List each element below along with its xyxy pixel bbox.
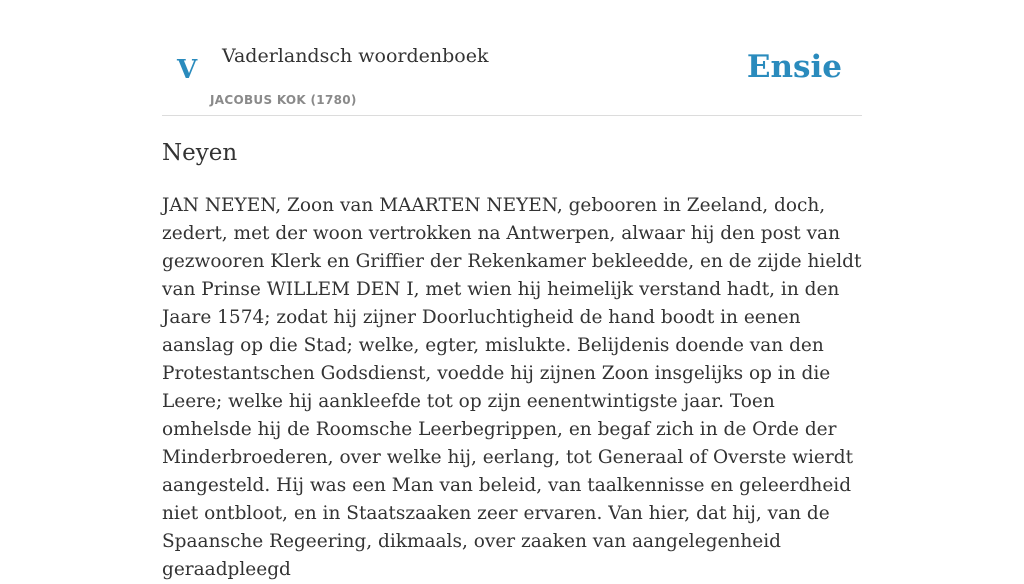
ensie-logo-link[interactable]: Ensie [746,49,842,85]
page-container [162,0,862,580]
entry-body-text: JAN NEYEN, Zoon van MAARTEN NEYEN, gebooren in Zeeland, doch, zedert, met der woon vertrokken na Antwerpen, alwaar hij den post van gezwooren Klerk en Griffier der Rekenkamer bekleedde, en de zijde hieldt van Prinse WILLEM DEN I, met wien hij heimelijk verstand hadt, in den Jaare 1574; zodat hij zijner Doorluchtigheid de hand boodt in eenen aanslag op die Stad; welke, egter, mislukte. Belijdenis doende van den Protestantschen Godsdienst, voedde hij zijnen Zoon insgelijks op in die Leere; welke hij aankleefde tot op zijn eenentwintigste jaar. Toen omhelsde hij de Roomsche Leerbegrippen, en begaf zich in de Orde der Minderbroederen, over welke hij, eerlang, tot Generaal of Overste wierdt aangesteld. Hij was een Man van beleid, van taalkennisse en geleerdheid niet ontbloot, en in Staatszaaken zeer ervaren. Van hier, dat hij, van de Spaansche Regeering, dikmaals, over zaaken van aangelegenheid geraadpleegd [162,195,862,580]
book-author: JACOBUS KOK (1780) [210,93,357,107]
book-letter-link[interactable]: V [177,55,198,85]
dictionary-header [162,0,862,116]
book-title-link[interactable]: Vaderlandsch woordenboek [222,45,489,67]
entry-title: Neyen [162,140,238,166]
